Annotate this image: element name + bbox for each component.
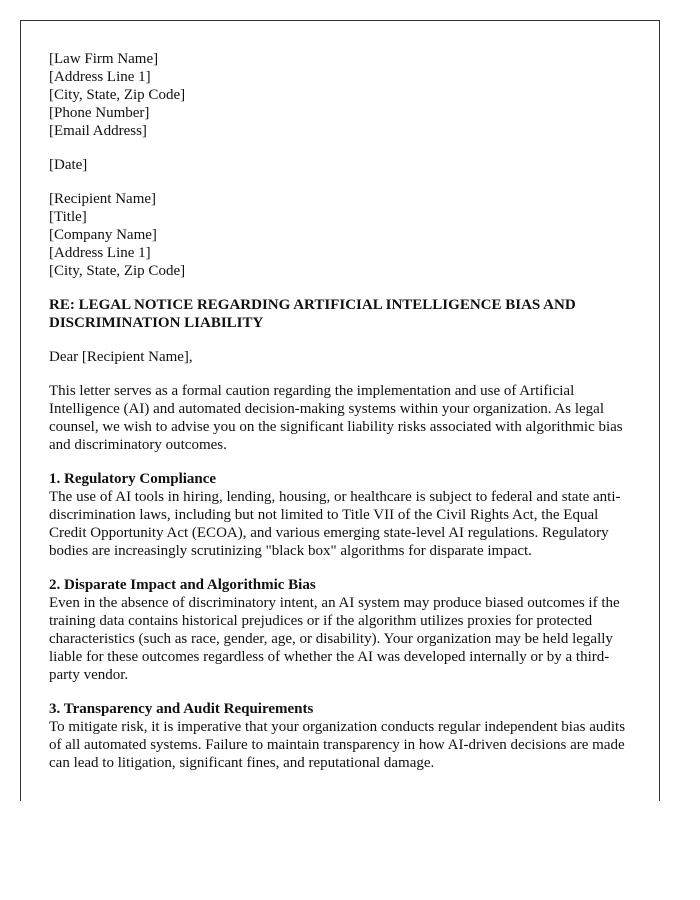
sender-line: [Email Address] [49, 123, 147, 139]
section-heading: 1. Regulatory Compliance [49, 471, 217, 487]
recipient-line: [Recipient Name] [49, 191, 157, 207]
recipient-line: [City, State, Zip Code] [49, 263, 186, 279]
section-heading: 2. Disparate Impact and Algorithmic Bias [49, 577, 316, 593]
sender-line: [City, State, Zip Code] [49, 87, 186, 103]
recipient-line: [Address Line 1] [49, 245, 151, 261]
salutation: Dear [Recipient Name], [49, 349, 193, 365]
recipient-line: [Title] [49, 209, 87, 225]
intro-paragraph: This letter serves as a formal caution regarding the implementation and use of Artificial Intelligence (AI) and automated decision-making systems within your organization. As legal counsel, we wish to advise you on the significant liability risks associated with algorithmic bias and discriminatory outcomes. [49, 383, 623, 453]
section-body: Even in the absence of discriminatory intent, an AI system may produce biased outcomes if the training data contains historical prejudices or if the algorithm utilizes proxies for protected characteristics (such as race, gender, age, or disability). Your organization may be held legally liable for these outcomes regardless of whether the AI was developed internally or by a third-party vendor. [49, 595, 620, 683]
section-body: The use of AI tools in hiring, lending, housing, or healthcare is subject to federal and state anti-discrimination laws, including but not limited to Title VII of the Civil Rights Act, the Equal Credit Opportunity Act (ECOA), and various emerging state-level AI regulations. Regulatory bodies are increasingly scrutinizing "black box" algorithms for disparate impact. [49, 489, 621, 559]
section [49, 576, 631, 684]
sender-line: [Law Firm Name] [49, 51, 159, 67]
sender-block [49, 50, 631, 140]
section [49, 470, 631, 560]
recipient-line: [Company Name] [49, 227, 157, 243]
section-body: To mitigate risk, it is imperative that your organization conducts regular independent bias audits of all automated systems. Failure to maintain transparency in how AI-driven decisions are made can lead to litigation, significant fines, and reputational damage. [49, 719, 626, 771]
subject-line: RE: LEGAL NOTICE REGARDING ARTIFICIAL INTELLIGENCE BIAS AND DISCRIMINATION LIABILITY [49, 297, 576, 331]
letter-page [20, 20, 660, 801]
letter-date: [Date] [49, 157, 88, 173]
sender-line: [Phone Number] [49, 105, 150, 121]
section [49, 700, 631, 772]
recipient-block [49, 190, 631, 280]
sender-line: [Address Line 1] [49, 69, 151, 85]
section-heading: 3. Transparency and Audit Requirements [49, 701, 314, 717]
